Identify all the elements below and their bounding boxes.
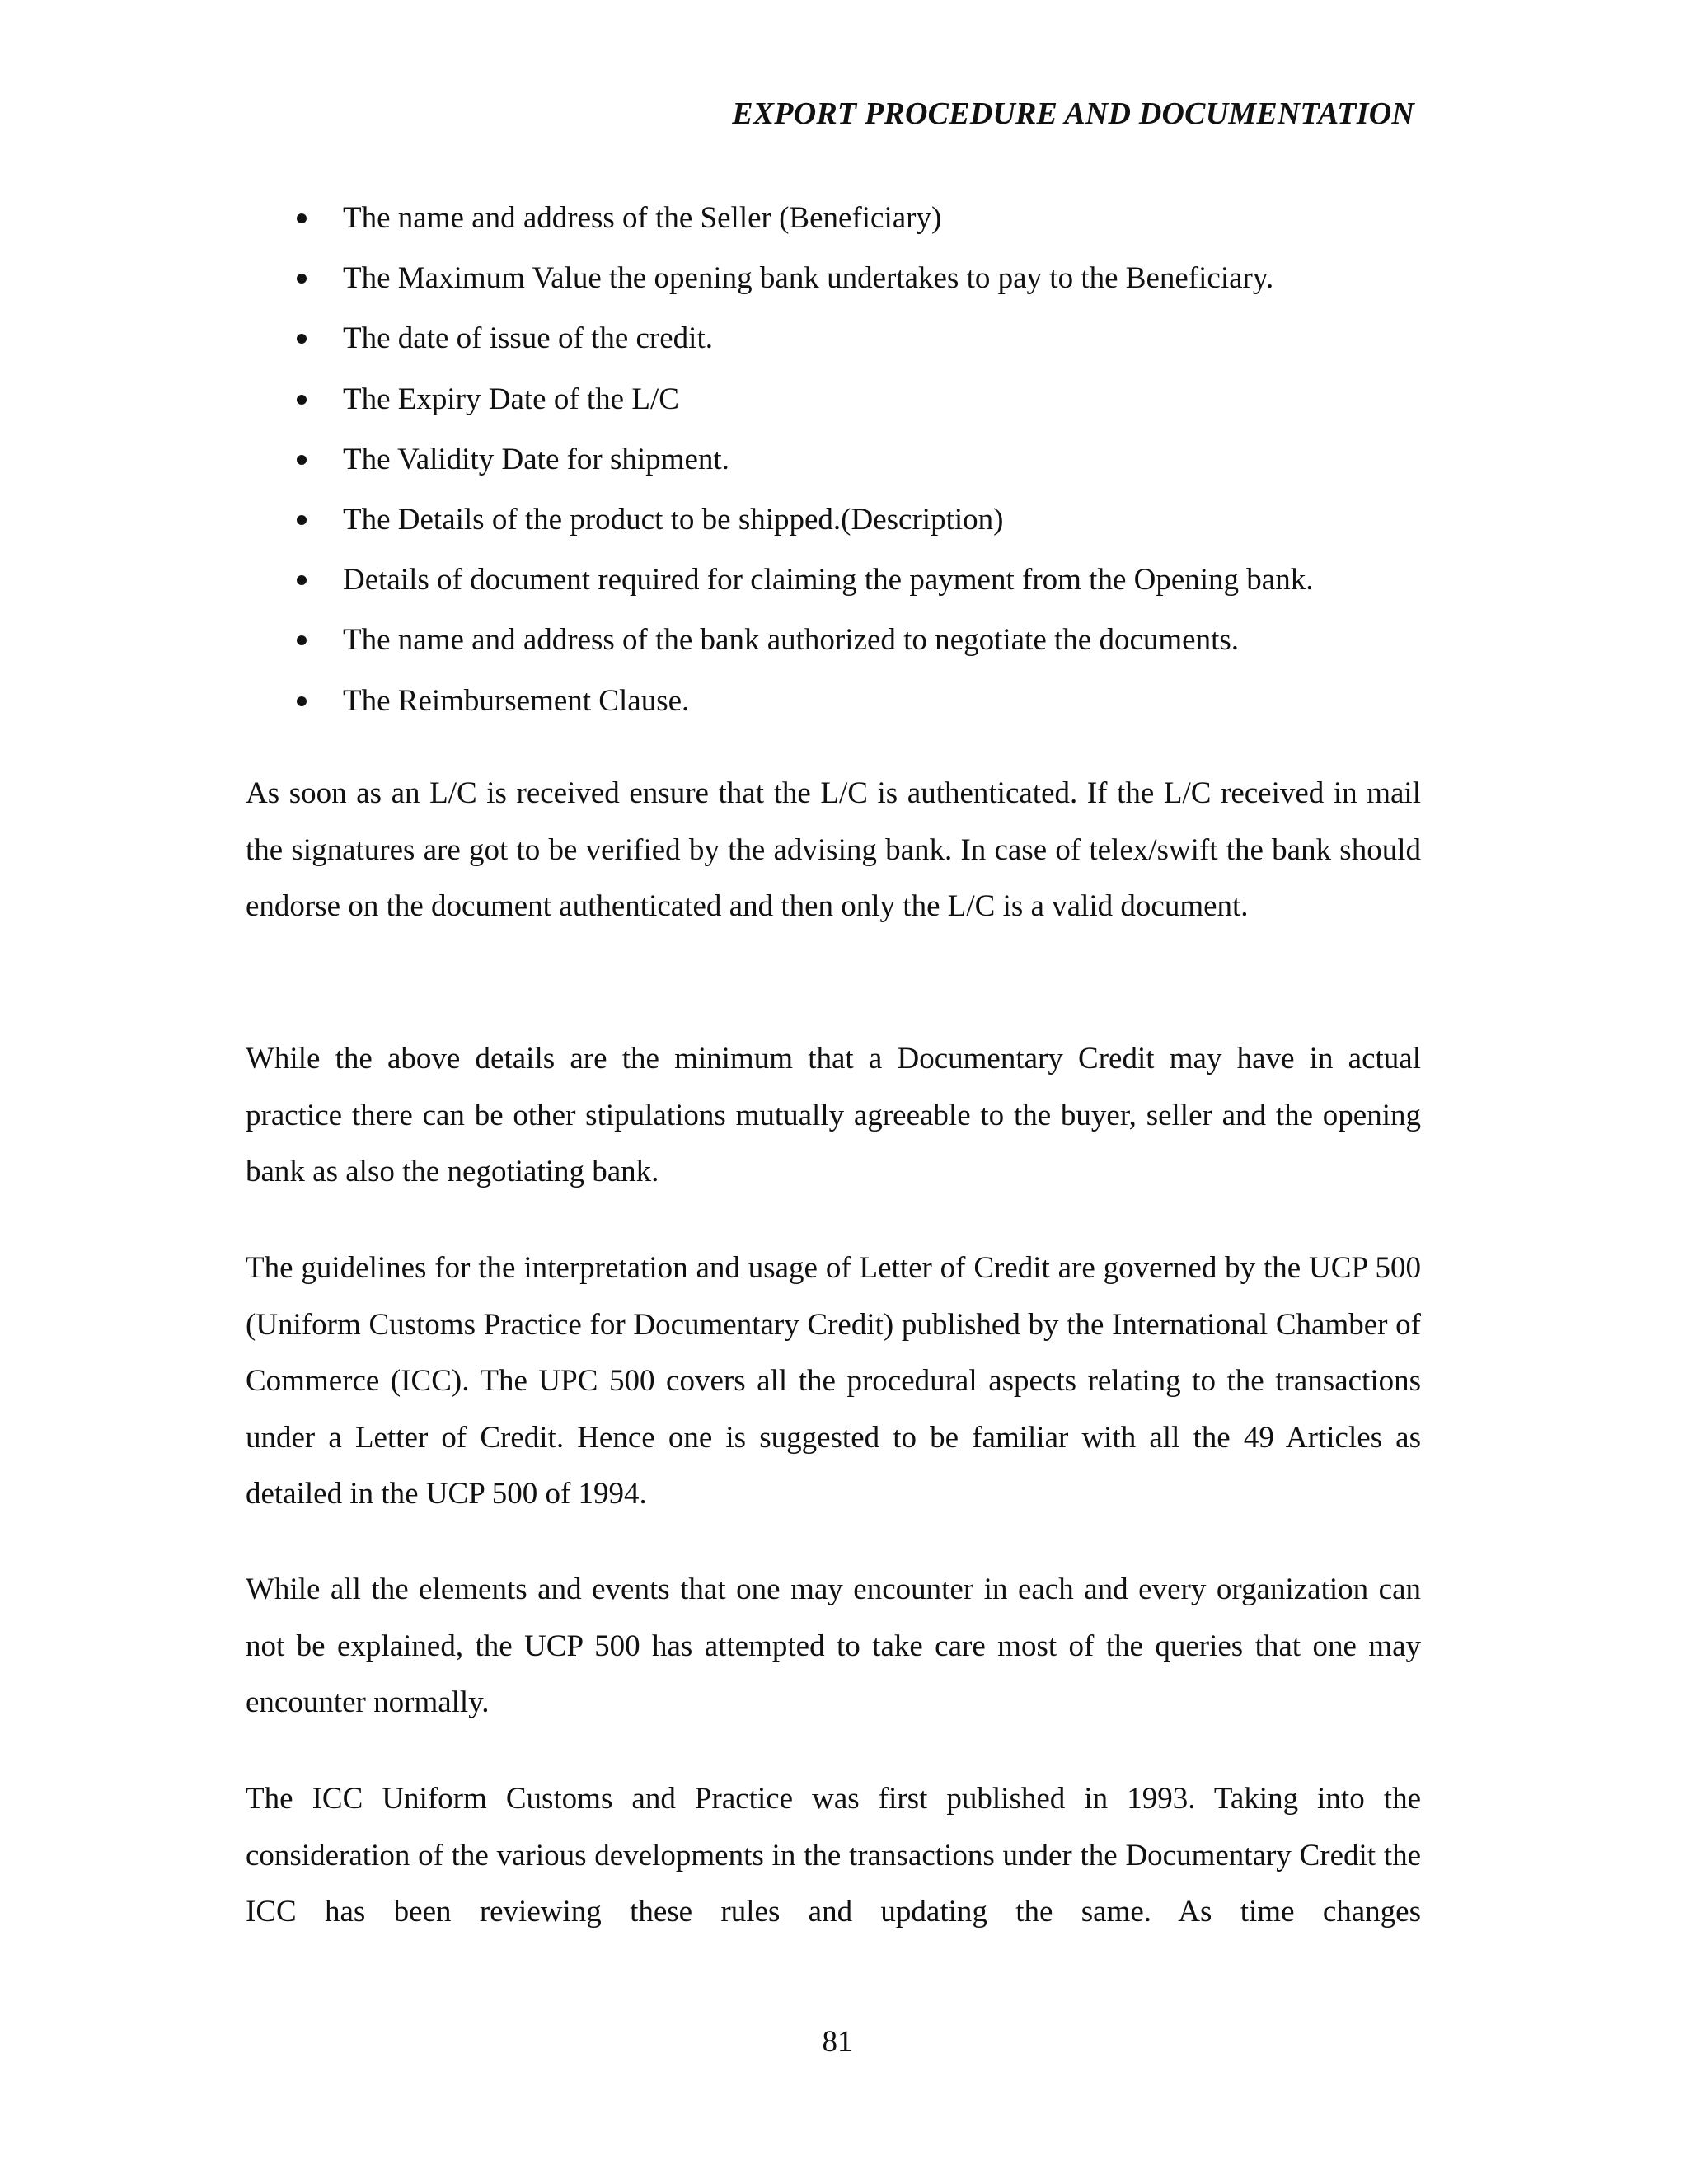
bullet-list	[290, 194, 1313, 738]
page-number: 81	[822, 2025, 853, 2059]
bullet-icon	[297, 213, 307, 223]
bullet-icon	[297, 575, 307, 585]
list-item	[290, 556, 1313, 616]
bullet-icon	[297, 455, 307, 465]
list-item-text: The Reimbursement Clause.	[343, 683, 690, 718]
paragraph: The ICC Uniform Customs and Practice was first published in 1993. Taking into the consideration of the various developments in the transactions under the Documentary Credit the ICC has been reviewing these rules and updating the same. As time changes	[246, 1782, 1421, 1929]
list-item-text: The Expiry Date of the L/C	[343, 382, 679, 416]
list-item	[290, 436, 1313, 496]
bullet-icon	[297, 696, 307, 706]
paragraph: The guidelines for the interpretation and usage of Letter of Credit are governed by the UCP 500 (Uniform Customs Practice for Documentary Credit) published by the International Chamber of Commerce (ICC). The UPC 500 covers all the procedural aspects relating to the transactions under a Letter of Credit. Hence one is suggested to be familiar with all the 49 Articles as detailed in the UCP 500 of 1994.	[246, 1251, 1421, 1511]
list-item	[290, 255, 1313, 315]
bullet-icon	[297, 635, 307, 645]
bullet-icon	[297, 515, 307, 525]
list-item-text: Details of document required for claiming the payment from the Opening bank.	[343, 563, 1314, 598]
list-item-text: The date of issue of the credit.	[343, 321, 713, 356]
bullet-icon	[297, 274, 307, 284]
bullet-icon	[297, 395, 307, 405]
list-item	[290, 496, 1313, 556]
list-item-text: The Validity Date for shipment.	[343, 442, 729, 476]
list-item	[290, 315, 1313, 375]
paragraph: While all the elements and events that one may encounter in each and every organization can not be explained, the UCP 500 has attempted to take care most of the queries that one may encounter normally.	[246, 1572, 1421, 1719]
list-item	[290, 677, 1313, 738]
paragraph: While the above details are the minimum that a Documentary Credit may have in actual practice there can be other stipulations mutually agreeable to the buyer, seller and the opening bank as also the negotiating bank.	[246, 1042, 1421, 1188]
list-item-text: The name and address of the Seller (Beneficiary)	[343, 201, 942, 235]
running-header: EXPORT PROCEDURE AND DOCUMENTATION	[732, 96, 1414, 131]
list-item	[290, 376, 1313, 436]
list-item	[290, 616, 1313, 677]
list-item-text: The Details of the product to be shipped.(Description)	[343, 502, 1004, 537]
paragraph: As soon as an L/C is received ensure that the L/C is authenticated. If the L/C received in mail the signatures are got to be verified by the advising bank. In case of telex/swift the bank should endorse on the document authenticated and then only the L/C is a valid document.	[246, 776, 1421, 923]
list-item-text: The Maximum Value the opening bank undertakes to pay to the Beneficiary.	[343, 261, 1274, 296]
list-item-text: The name and address of the bank authorized to negotiate the documents.	[343, 623, 1240, 658]
bullet-icon	[297, 334, 307, 344]
list-item	[290, 194, 1313, 255]
